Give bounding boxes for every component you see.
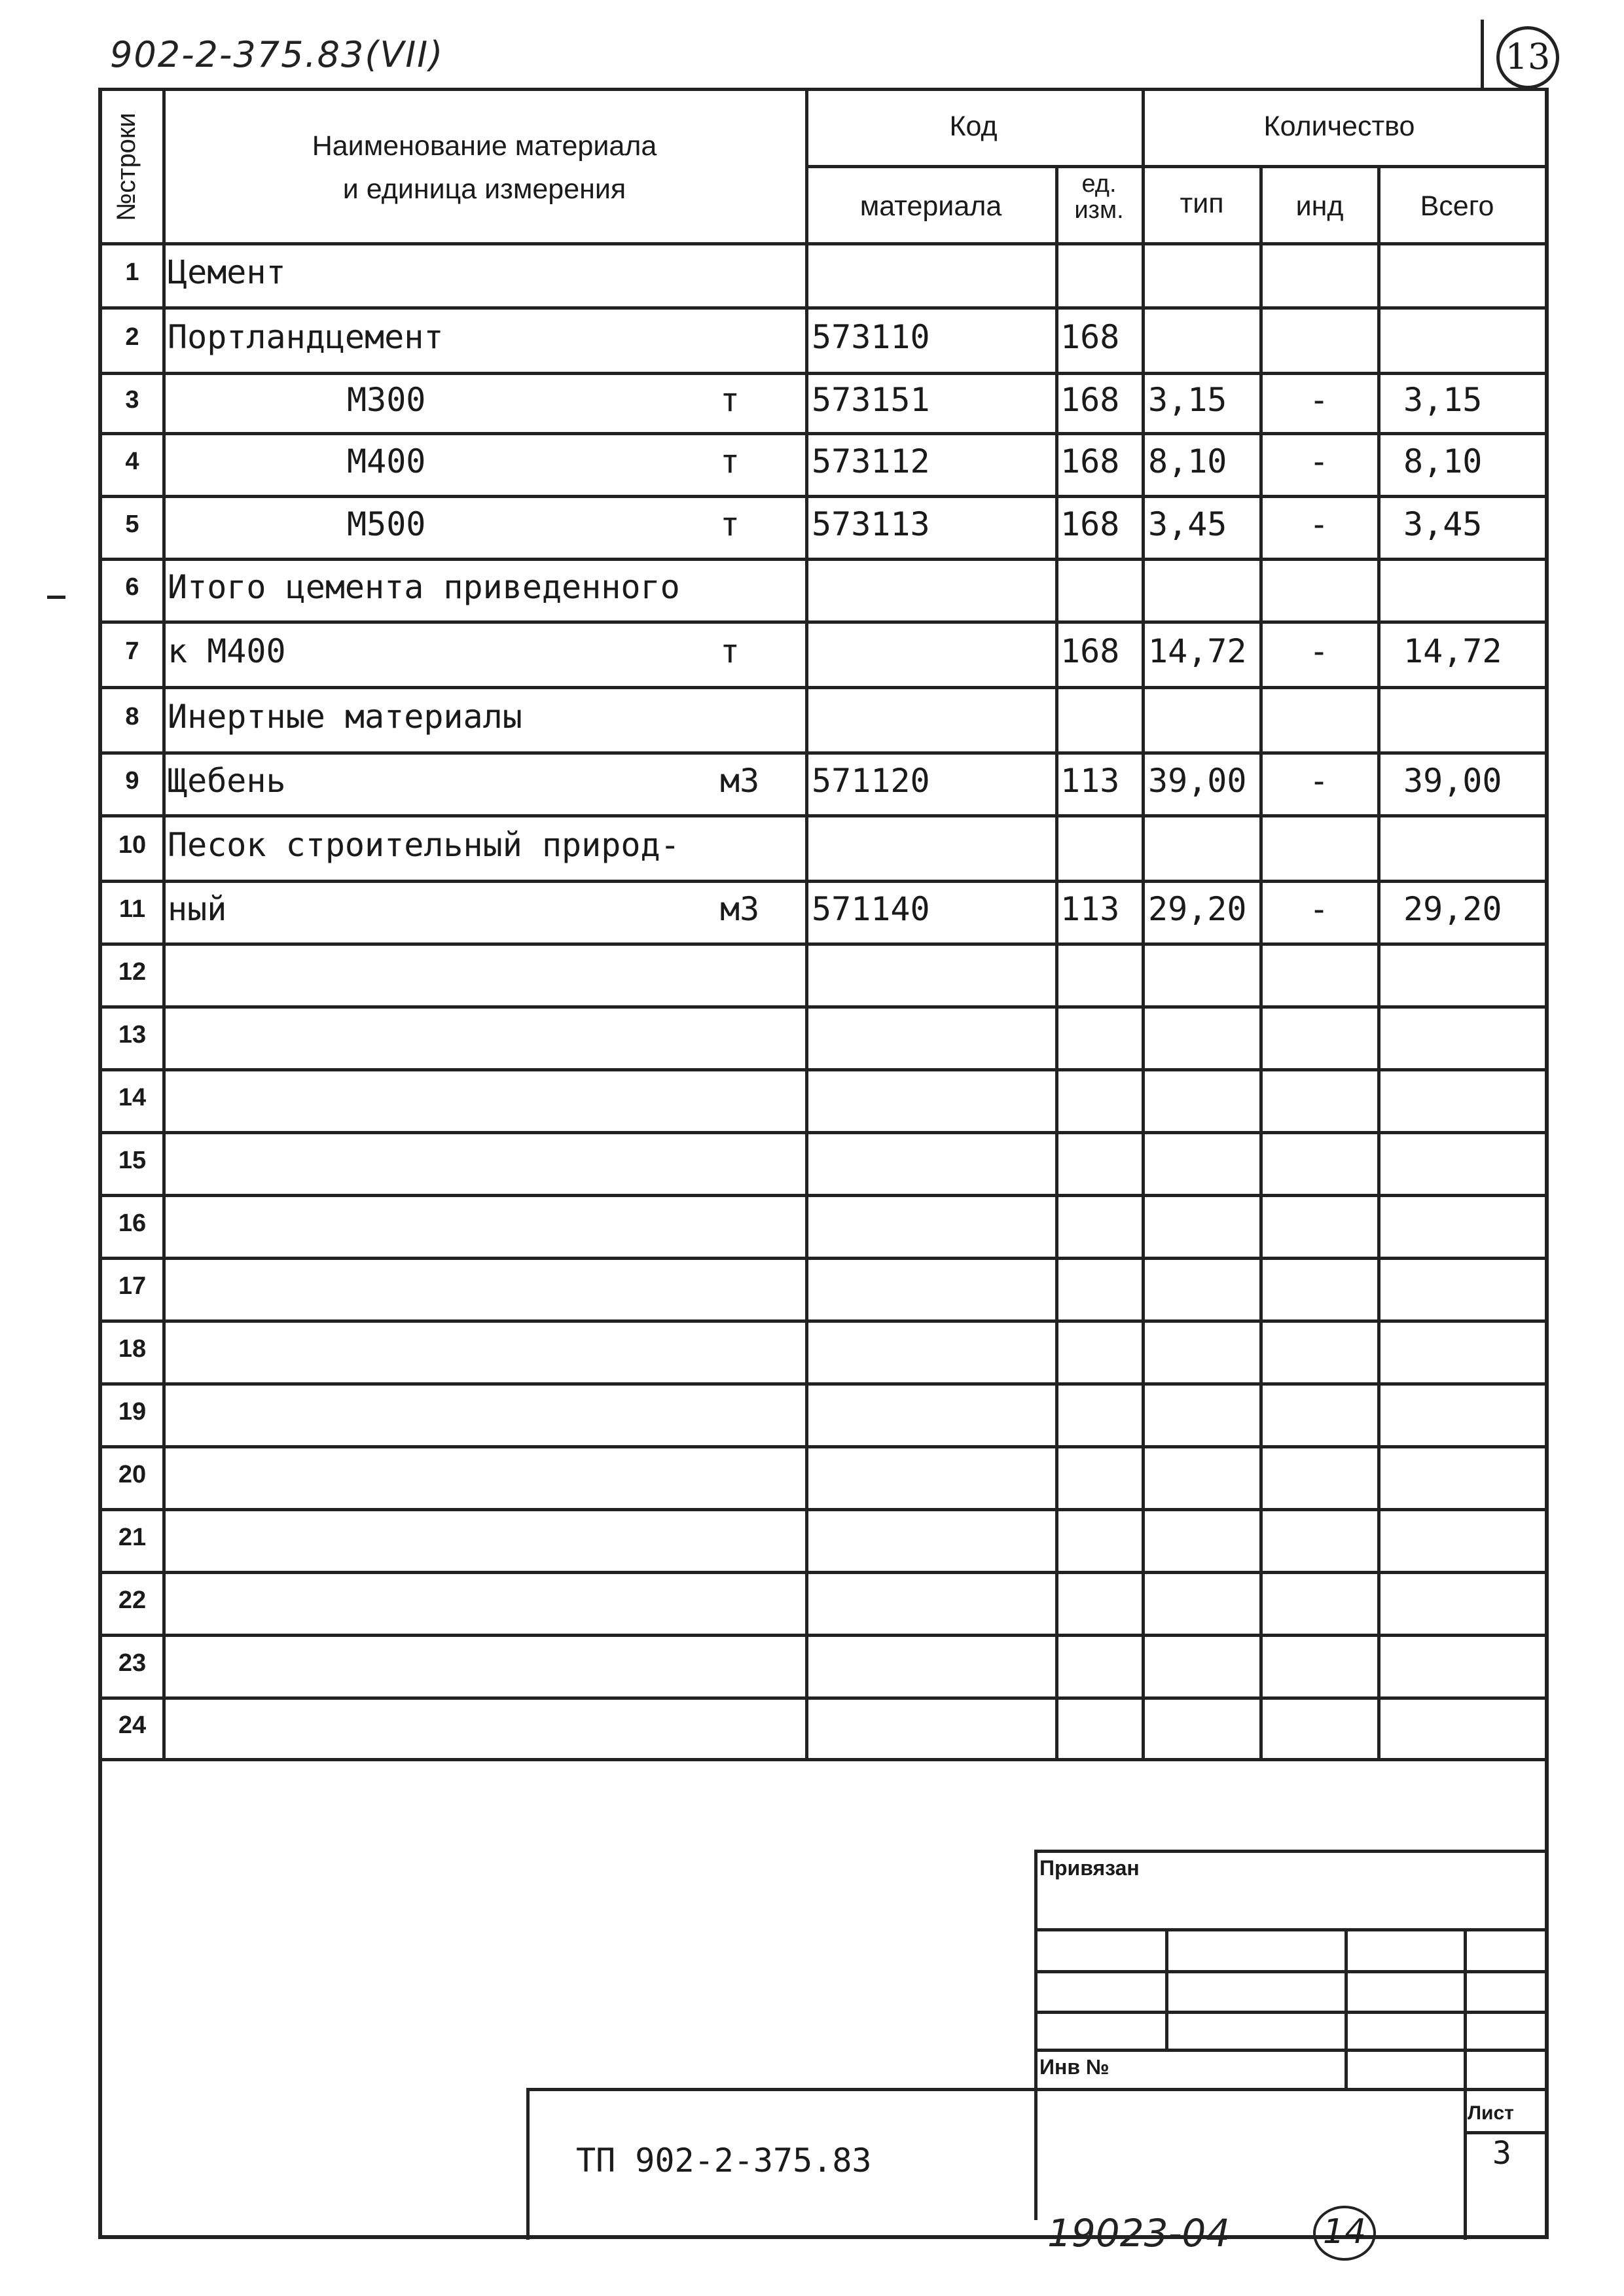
stamp-left-border — [1034, 1850, 1038, 2220]
stamp-line-3 — [1034, 2011, 1549, 2014]
unit-code: 168 — [1060, 318, 1120, 356]
stamp-divider-3 — [1464, 1928, 1467, 2240]
row-line-9 — [98, 751, 1549, 755]
quantity-type: 3,45 — [1148, 505, 1227, 543]
header-material-name-line1: Наименование материала — [312, 130, 657, 162]
row-number: 4 — [125, 448, 139, 475]
quantity-total: 8,10 — [1403, 442, 1483, 480]
row-line-3 — [98, 372, 1549, 375]
material-unit: т — [720, 442, 740, 480]
row-number: 13 — [118, 1021, 147, 1049]
inventory-number: 19023-04 — [1047, 2211, 1231, 2255]
quantity-type: 29,20 — [1148, 890, 1247, 928]
row-number: 20 — [118, 1461, 147, 1488]
row-line-16 — [98, 1194, 1549, 1197]
quantity-ind: - — [1309, 442, 1329, 480]
stamp-attached-label: Привязан — [1039, 1856, 1140, 1880]
quantity-ind: - — [1309, 505, 1329, 543]
row-line-7 — [98, 620, 1549, 624]
unit-code: 168 — [1060, 505, 1120, 543]
header-unit-line2: изм. — [1074, 196, 1124, 224]
col-divider-total — [1377, 165, 1380, 1758]
header-quantity: Количество — [1263, 111, 1415, 142]
stamp-sheet-number: 3 — [1492, 2135, 1511, 2172]
header-ind: инд — [1295, 190, 1344, 222]
header-material-name — [164, 128, 805, 208]
row-number: 9 — [125, 767, 139, 795]
row-number: 12 — [118, 958, 147, 986]
row-line-20 — [98, 1445, 1549, 1448]
row-number: 14 — [118, 1084, 147, 1111]
row-number: 8 — [125, 703, 139, 730]
quantity-ind: - — [1309, 762, 1329, 800]
header-row-number — [90, 92, 162, 242]
quantity-total: 14,72 — [1403, 632, 1502, 670]
quantity-ind: - — [1309, 890, 1329, 928]
table-body-bottom-line — [98, 1758, 1549, 1761]
row-number: 2 — [125, 323, 139, 351]
header-unit-line1: ед. — [1081, 170, 1117, 198]
row-line-10 — [98, 814, 1549, 817]
header-total: Всего — [1420, 190, 1494, 222]
row-number: 10 — [118, 831, 147, 859]
row-number: 1 — [125, 259, 139, 286]
material-unit: т — [720, 381, 740, 419]
material-name: Цемент — [168, 253, 286, 291]
row-number: 5 — [125, 511, 139, 538]
row-line-24 — [98, 1696, 1549, 1700]
page-number-badge — [1496, 26, 1559, 89]
margin-mark — [47, 596, 65, 599]
row-number: 22 — [118, 1587, 147, 1614]
row-line-2 — [98, 306, 1549, 310]
stamp-sheet-line — [1464, 2131, 1549, 2134]
row-line-11 — [98, 880, 1549, 883]
material-name: ный — [168, 890, 227, 928]
row-number: 17 — [118, 1272, 147, 1300]
quantity-ind: - — [1309, 381, 1329, 419]
row-number: 16 — [118, 1210, 147, 1237]
header-material-code: материала — [859, 190, 1002, 222]
row-number: 7 — [125, 637, 139, 665]
header-unit — [1055, 171, 1143, 224]
row-line-19 — [98, 1382, 1549, 1386]
stamp-sheet-label: Лист — [1468, 2102, 1514, 2124]
row-number: 23 — [118, 1649, 147, 1677]
row-line-18 — [98, 1319, 1549, 1323]
header-subline — [805, 165, 1549, 168]
material-name: М300 — [347, 381, 426, 419]
stamp-doc-left-border — [526, 2088, 530, 2240]
quantity-type: 14,72 — [1148, 632, 1247, 670]
row-line-17 — [98, 1257, 1549, 1260]
material-code: 571140 — [812, 890, 930, 928]
page-number: 13 — [1505, 36, 1551, 77]
quantity-total: 39,00 — [1403, 762, 1502, 800]
material-name: М400 — [347, 442, 426, 480]
row-line-14 — [98, 1068, 1549, 1071]
material-name: Песок строительный природ- — [168, 826, 680, 864]
material-unit: м3 — [720, 762, 760, 800]
material-name: Щебень — [168, 762, 286, 800]
material-name: Итого цемента приведенного — [168, 568, 680, 606]
stamp-line-5 — [526, 2088, 1549, 2091]
row-line-23 — [98, 1634, 1549, 1637]
material-code: 573112 — [812, 442, 930, 480]
row-number: 18 — [118, 1335, 147, 1363]
row-number: 15 — [118, 1147, 147, 1174]
header-code: Код — [949, 111, 998, 142]
stamp-line-1 — [1034, 1928, 1549, 1931]
row-number: 3 — [125, 386, 139, 414]
row-line-12 — [98, 942, 1549, 946]
col-divider-ind — [1259, 165, 1263, 1758]
material-unit: т — [720, 505, 740, 543]
quantity-total: 3,45 — [1403, 505, 1483, 543]
material-name: Инертные материалы — [168, 698, 522, 736]
quantity-ind: - — [1309, 632, 1329, 670]
frame-corner-mark — [1481, 20, 1484, 89]
table-top-border — [98, 88, 1549, 91]
material-unit: т — [720, 632, 740, 670]
row-line-4 — [98, 432, 1549, 435]
material-code: 573151 — [812, 381, 930, 419]
material-name: Портландцемент — [168, 318, 444, 356]
circled-number-value: 14 — [1322, 2212, 1367, 2251]
material-code: 573110 — [812, 318, 930, 356]
circled-number — [1313, 2206, 1376, 2261]
quantity-total: 3,15 — [1403, 381, 1483, 419]
material-name: к М400 — [168, 632, 286, 670]
header-row-number-label: №строки — [112, 113, 141, 221]
row-line-22 — [98, 1571, 1549, 1574]
header-bottom-line — [98, 242, 1549, 245]
row-line-5 — [98, 495, 1549, 498]
document-code: 902-2-375.83(VII) — [110, 34, 444, 75]
quantity-type: 8,10 — [1148, 442, 1227, 480]
row-number: 11 — [118, 895, 146, 923]
col-divider-unit — [1055, 165, 1058, 1758]
unit-code: 168 — [1060, 442, 1120, 480]
header-material-name-line2: и единица измерения — [342, 173, 626, 205]
stamp-divider-2 — [1344, 1928, 1348, 2088]
stamp-document-number: ТП 902-2-375.83 — [576, 2142, 872, 2179]
stamp-inv-label: Инв № — [1039, 2055, 1110, 2079]
row-number: 6 — [125, 573, 139, 601]
header-type: тип — [1180, 188, 1224, 219]
row-line-6 — [98, 558, 1549, 561]
material-name: М500 — [347, 505, 426, 543]
row-number: 24 — [118, 1712, 147, 1739]
quantity-type: 3,15 — [1148, 381, 1227, 419]
unit-code: 113 — [1060, 890, 1120, 928]
material-code: 573113 — [812, 505, 930, 543]
unit-code: 113 — [1060, 762, 1120, 800]
quantity-type: 39,00 — [1148, 762, 1247, 800]
row-line-13 — [98, 1005, 1549, 1009]
stamp-top-border — [1034, 1850, 1549, 1853]
unit-code: 168 — [1060, 381, 1120, 419]
material-unit: м3 — [720, 890, 760, 928]
stamp-line-2 — [1034, 1970, 1549, 1973]
stamp-line-4 — [1034, 2049, 1549, 2052]
stamp-divider-1 — [1165, 1928, 1168, 2049]
row-line-21 — [98, 1508, 1549, 1511]
row-number: 19 — [118, 1398, 147, 1426]
unit-code: 168 — [1060, 632, 1120, 670]
row-line-15 — [98, 1131, 1549, 1134]
quantity-total: 29,20 — [1403, 890, 1502, 928]
row-line-8 — [98, 686, 1549, 689]
row-number: 21 — [118, 1524, 147, 1551]
material-code: 571120 — [812, 762, 930, 800]
